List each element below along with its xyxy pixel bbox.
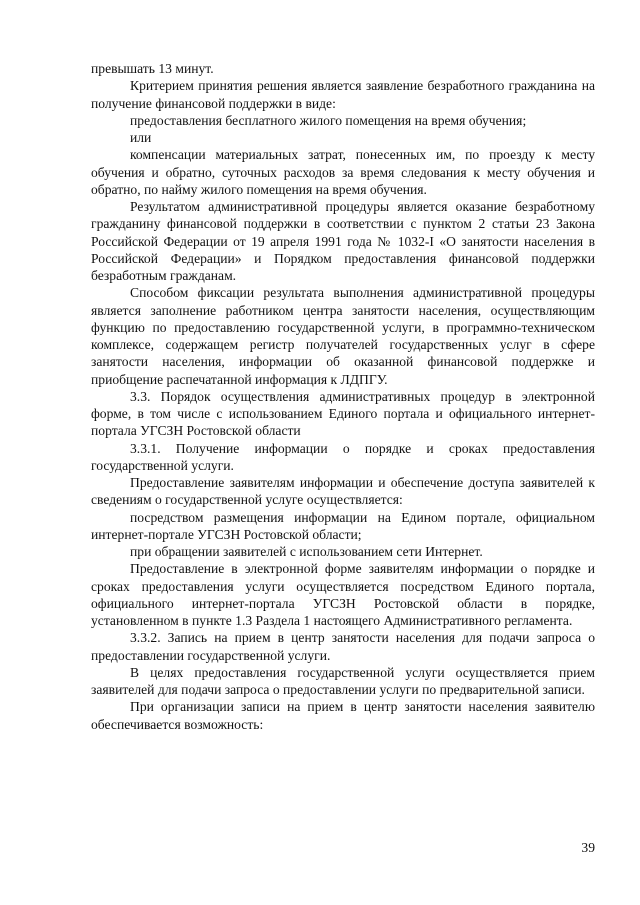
paragraph: посредством размещения информации на Едином портале, официальном интернет-портале УГСЗН Ростовской области; xyxy=(91,509,595,542)
paragraph: 3.3.2. Запись на прием в центр занятости населения для подачи запроса о предоставлении государственной услуги. xyxy=(91,630,595,663)
paragraph: Способом фиксации результата выполнения административной процедуры является заполнение работником центра занятости населения, осуществляющим функцию по предоставлению государственной услуги, в программно-техническом комплексе, содержащем регистр получателей государственных услуг в сфере занятости населения, информации об оказанной финансовой поддержке и приобщение распечатанной информация к ЛДПГУ. xyxy=(91,285,595,387)
paragraph: В целях предоставления государственной услуги осуществляется прием заявителей для подачи запроса о предоставлении услуги по предварительной записи. xyxy=(91,664,595,697)
page-number: 39 xyxy=(581,840,595,855)
paragraph: Критерием принятия решения является заявление безработного гражданина на получение финансовой поддержки в виде: xyxy=(91,78,595,111)
paragraph: Предоставление в электронной форме заявителям информации о порядке и сроках предоставления услуги осуществляется посредством Единого портала, официального интернет-портала УГСЗН Ростовской области в порядке, установленном в пункте 1.3 Раздела 1 настоящего Административного регламента. xyxy=(91,561,595,628)
paragraph: при обращении заявителей с использованием сети Интернет. xyxy=(130,544,483,559)
paragraph: или xyxy=(130,130,152,145)
paragraph: компенсации материальных затрат, понесенных им, по проезду к месту обучения и обратно, суточных расходов за время следования к месту обучения и обратно, по найму жилого помещения на время обучения. xyxy=(91,147,595,197)
paragraph: При организации записи на прием в центр занятости населения заявителю обеспечивается возможность: xyxy=(91,699,595,732)
paragraph: 3.3.1. Получение информации о порядке и сроках предоставления государственной услуги. xyxy=(91,440,595,473)
paragraph: предоставления бесплатного жилого помещения на время обучения; xyxy=(130,112,527,128)
paragraph: превышать 13 минут. xyxy=(91,61,214,76)
paragraph: Предоставление заявителям информации и обеспечение доступа заявителей к сведениям о государственной услуге осуществляется: xyxy=(91,475,595,508)
paragraph: Результатом административной процедуры является оказание безработному гражданину финансовой поддержки в соответствии с пунктом 2 статьи 23 Закона Российской Федерации от 19 апреля 1991 года № 1032-I «О занятости населения в Российской Федерации» и Порядком предоставления финансовой поддержки безработным гражданам. xyxy=(91,199,595,283)
document-body xyxy=(91,60,595,733)
paragraph: 3.3. Порядок осуществления административных процедур в электронной форме, в том числе с использованием Единого портала и официального интернет-портала УГСЗН Ростовской области xyxy=(91,388,595,439)
